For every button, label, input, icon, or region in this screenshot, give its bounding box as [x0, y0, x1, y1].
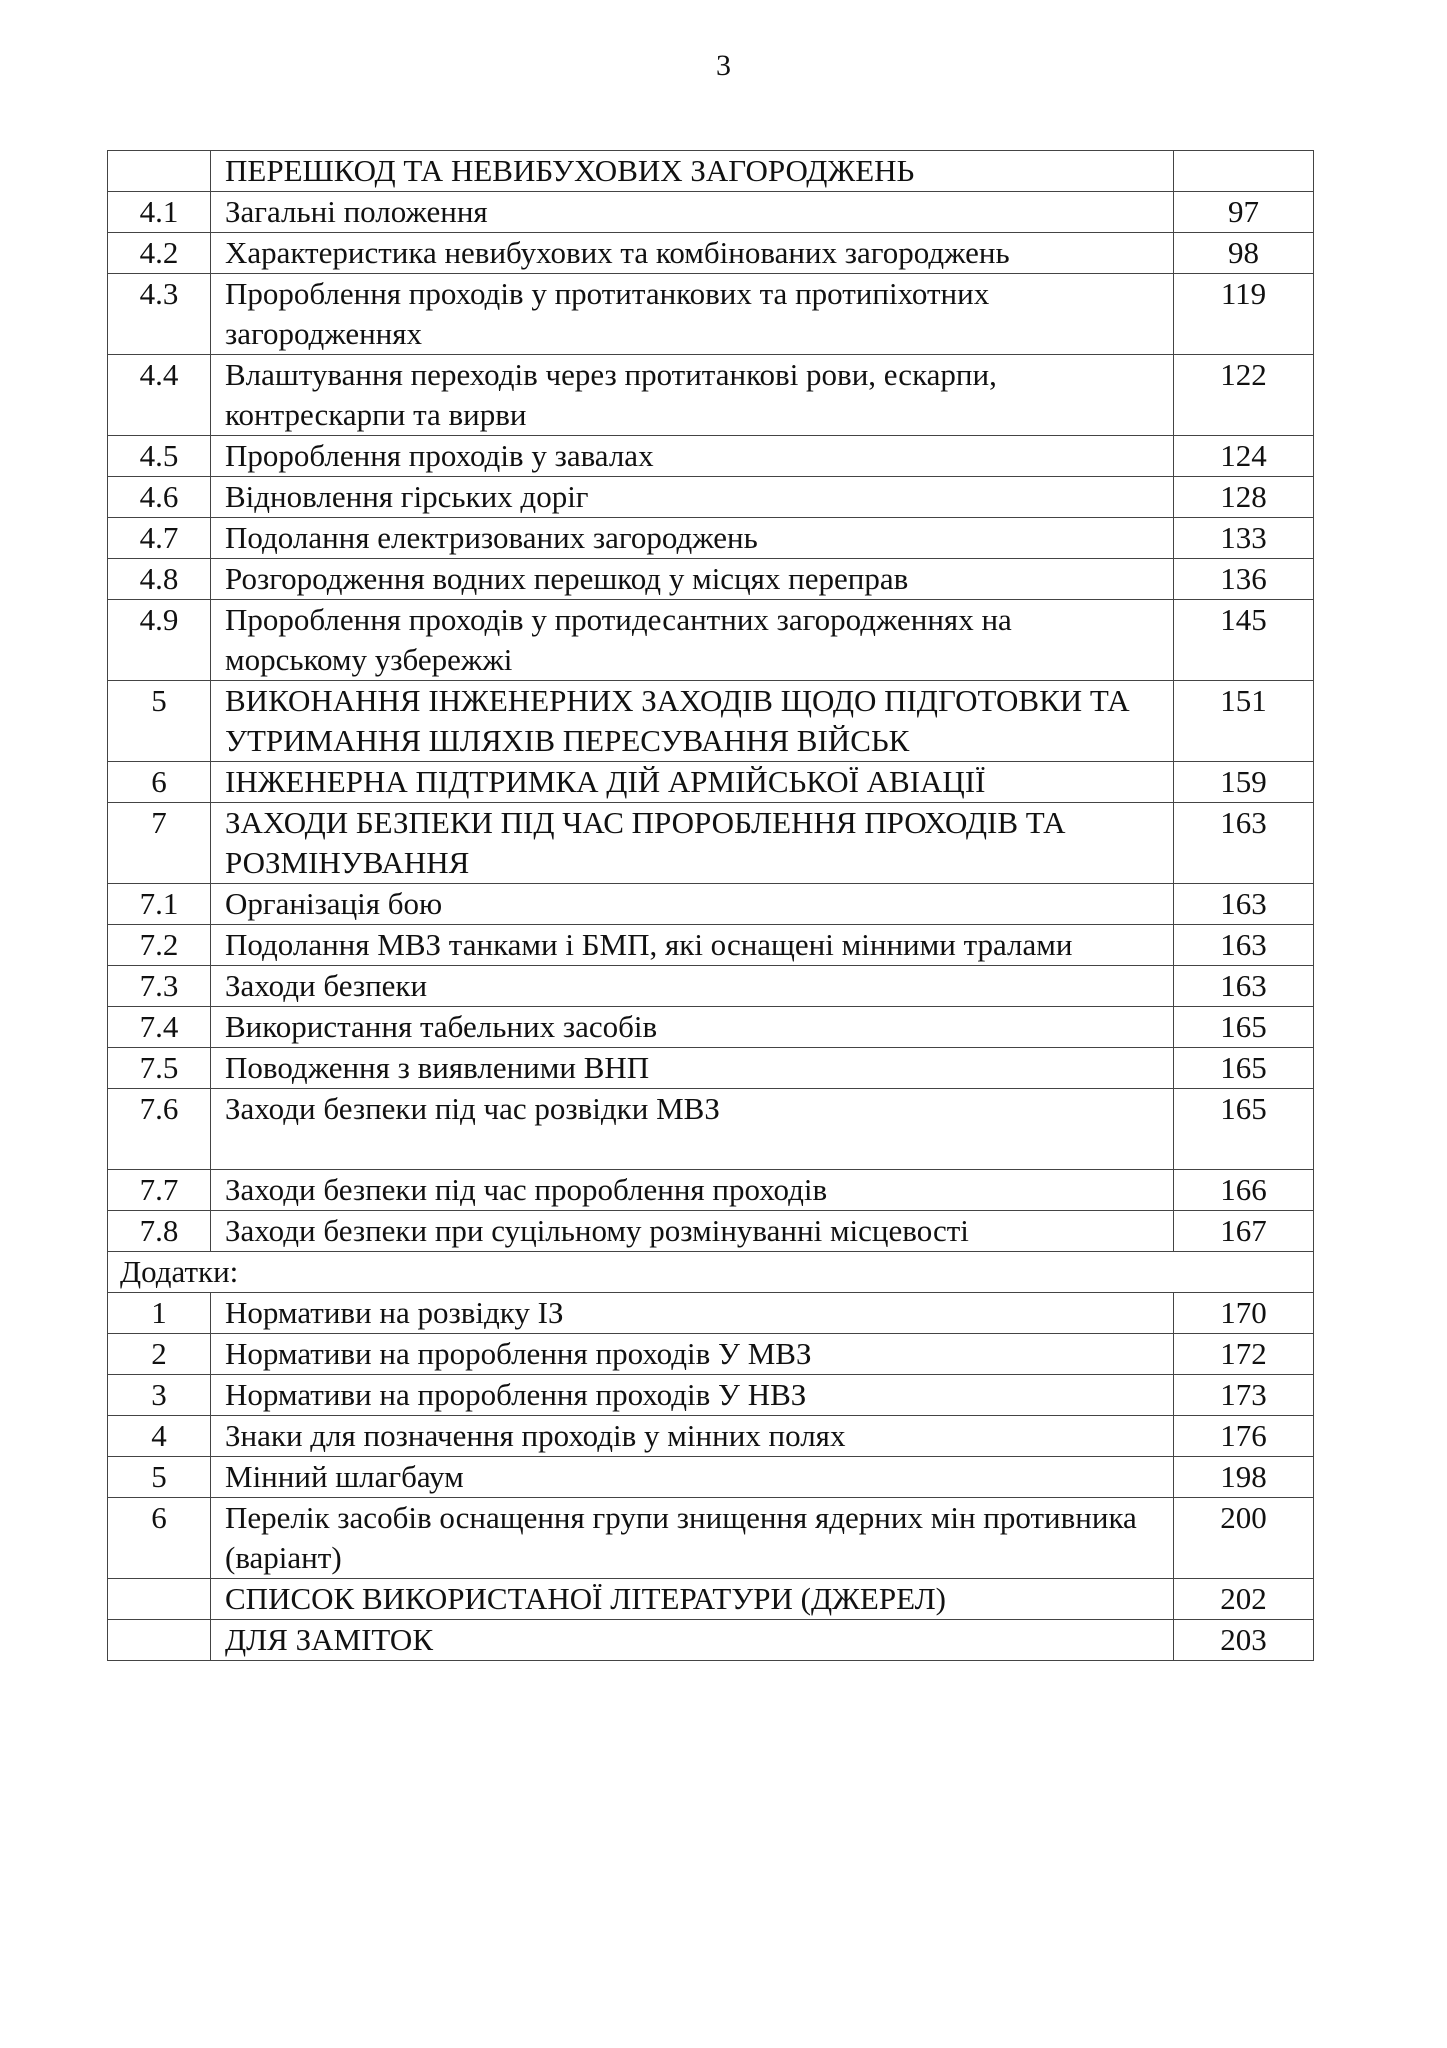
page-ref: 98: [1174, 233, 1314, 274]
appendix-number: 5: [108, 1457, 211, 1498]
appendix-title: Мінний шлагбаум: [211, 1457, 1174, 1498]
page-ref: 163: [1174, 966, 1314, 1007]
section-title: Пророблення проходів у завалах: [211, 436, 1174, 477]
section-title: Влаштування переходів через протитанкові рови, ескарпи, контрескарпи та вирви: [211, 355, 1174, 436]
page-ref: 128: [1174, 477, 1314, 518]
page-ref: 176: [1174, 1416, 1314, 1457]
page-ref: 165: [1174, 1007, 1314, 1048]
section-number: 4.2: [108, 233, 211, 274]
section-title: Пророблення проходів у протидесантних загородженнях на морському узбережжі: [211, 600, 1174, 681]
toc-row: [108, 966, 1314, 1007]
section-title: ЗАХОДИ БЕЗПЕКИ ПІД ЧАС ПРОРОБЛЕННЯ ПРОХОДІВ ТА РОЗМІНУВАННЯ: [211, 803, 1174, 884]
toc-row: [108, 1416, 1314, 1457]
toc-row: [108, 681, 1314, 762]
page-ref: 163: [1174, 884, 1314, 925]
section-number: 7.6: [108, 1089, 211, 1170]
section-title: ДЛЯ ЗАМІТОК: [211, 1620, 1174, 1661]
appendix-number: 4: [108, 1416, 211, 1457]
section-number: 6: [108, 762, 211, 803]
section-number: 4.7: [108, 518, 211, 559]
toc-row: [108, 1293, 1314, 1334]
page-ref: 151: [1174, 681, 1314, 762]
section-number: [108, 151, 211, 192]
section-title: Поводження з виявленими ВНП: [211, 1048, 1174, 1089]
section-number: 7.5: [108, 1048, 211, 1089]
page-ref: 159: [1174, 762, 1314, 803]
toc-row: [108, 518, 1314, 559]
toc-row: [108, 1375, 1314, 1416]
page-ref: 133: [1174, 518, 1314, 559]
toc-row: [108, 1089, 1314, 1170]
page-ref: 163: [1174, 803, 1314, 884]
page-ref: 173: [1174, 1375, 1314, 1416]
section-number: 4.5: [108, 436, 211, 477]
toc-row: [108, 355, 1314, 436]
appendix-title: Нормативи на пророблення проходів У МВЗ: [211, 1334, 1174, 1375]
page-ref: 124: [1174, 436, 1314, 477]
section-number: 4.1: [108, 192, 211, 233]
section-number: 4.4: [108, 355, 211, 436]
page-ref: 203: [1174, 1620, 1314, 1661]
section-number: [108, 1579, 211, 1620]
section-title: Загальні положення: [211, 192, 1174, 233]
page-ref: 170: [1174, 1293, 1314, 1334]
toc-row: [108, 1170, 1314, 1211]
appendix-header-row: [108, 1252, 1314, 1293]
page-ref: [1174, 151, 1314, 192]
appendix-title: Нормативи на розвідку ІЗ: [211, 1293, 1174, 1334]
page-ref: 200: [1174, 1498, 1314, 1579]
appendix-number: 6: [108, 1498, 211, 1579]
section-number: 7: [108, 803, 211, 884]
table-of-contents: [107, 150, 1314, 1661]
toc-row: [108, 1579, 1314, 1620]
section-title: ПЕРЕШКОД ТА НЕВИБУХОВИХ ЗАГОРОДЖЕНЬ: [211, 151, 1174, 192]
section-title: Подолання МВЗ танками і БМП, які оснащені мінними тралами: [211, 925, 1174, 966]
toc-row: [108, 1498, 1314, 1579]
toc-row: [108, 436, 1314, 477]
section-title: СПИСОК ВИКОРИСТАНОЇ ЛІТЕРАТУРИ (ДЖЕРЕЛ): [211, 1579, 1174, 1620]
toc-row: [108, 1211, 1314, 1252]
toc-row: [108, 1007, 1314, 1048]
section-title: Організація бою: [211, 884, 1174, 925]
section-number: 7.1: [108, 884, 211, 925]
toc-row: [108, 151, 1314, 192]
section-number: 4.6: [108, 477, 211, 518]
section-number: 4.9: [108, 600, 211, 681]
section-title: Використання табельних засобів: [211, 1007, 1174, 1048]
toc-row: [108, 1048, 1314, 1089]
toc-row: [108, 233, 1314, 274]
section-title: ІНЖЕНЕРНА ПІДТРИМКА ДІЙ АРМІЙСЬКОЇ АВІАЦІЇ: [211, 762, 1174, 803]
page-ref: 167: [1174, 1211, 1314, 1252]
toc-row: [108, 925, 1314, 966]
page-ref: 202: [1174, 1579, 1314, 1620]
section-title: Відновлення гірських доріг: [211, 477, 1174, 518]
section-number: 7.8: [108, 1211, 211, 1252]
toc-row: [108, 559, 1314, 600]
section-title: Характеристика невибухових та комбінованих загороджень: [211, 233, 1174, 274]
toc-row: [108, 1334, 1314, 1375]
section-title: Пророблення проходів у протитанкових та протипіхотних загородженнях: [211, 274, 1174, 355]
page-ref: 172: [1174, 1334, 1314, 1375]
toc-row: [108, 192, 1314, 233]
section-title: Заходи безпеки під час пророблення проходів: [211, 1170, 1174, 1211]
page-ref: 119: [1174, 274, 1314, 355]
section-number: 4.8: [108, 559, 211, 600]
section-title: ВИКОНАННЯ ІНЖЕНЕРНИХ ЗАХОДІВ ЩОДО ПІДГОТОВКИ ТА УТРИМАННЯ ШЛЯХІВ ПЕРЕСУВАННЯ ВІЙСЬК: [211, 681, 1174, 762]
section-number: 4.3: [108, 274, 211, 355]
section-number: 7.2: [108, 925, 211, 966]
appendix-title: Знаки для позначення проходів у мінних полях: [211, 1416, 1174, 1457]
toc-row: [108, 762, 1314, 803]
page-number: 3: [716, 49, 731, 82]
section-title: Розгородження водних перешкод у місцях переправ: [211, 559, 1174, 600]
toc-row: [108, 803, 1314, 884]
page-ref: 166: [1174, 1170, 1314, 1211]
toc-row: [108, 274, 1314, 355]
section-title: Заходи безпеки під час розвідки МВЗ: [211, 1089, 1174, 1170]
appendix-number: 2: [108, 1334, 211, 1375]
section-number: [108, 1620, 211, 1661]
page-ref: 165: [1174, 1048, 1314, 1089]
section-number: 7.4: [108, 1007, 211, 1048]
toc-row: [108, 477, 1314, 518]
page-ref: 198: [1174, 1457, 1314, 1498]
appendix-label: Додатки:: [108, 1252, 1314, 1293]
section-title: Подолання електризованих загороджень: [211, 518, 1174, 559]
section-title: Заходи безпеки при суцільному розмінуванні місцевості: [211, 1211, 1174, 1252]
toc-row: [108, 1620, 1314, 1661]
toc-row: [108, 1457, 1314, 1498]
section-title: Заходи безпеки: [211, 966, 1174, 1007]
page-ref: 122: [1174, 355, 1314, 436]
page-ref: 165: [1174, 1089, 1314, 1170]
page-ref: 145: [1174, 600, 1314, 681]
section-number: 5: [108, 681, 211, 762]
toc-row: [108, 884, 1314, 925]
section-number: 7.7: [108, 1170, 211, 1211]
page-ref: 163: [1174, 925, 1314, 966]
page-ref: 97: [1174, 192, 1314, 233]
appendix-number: 3: [108, 1375, 211, 1416]
section-number: 7.3: [108, 966, 211, 1007]
appendix-title: Нормативи на пророблення проходів У НВЗ: [211, 1375, 1174, 1416]
appendix-title: Перелік засобів оснащення групи знищення ядерних мін противника (варіант): [211, 1498, 1174, 1579]
page-ref: 136: [1174, 559, 1314, 600]
toc-row: [108, 600, 1314, 681]
appendix-number: 1: [108, 1293, 211, 1334]
